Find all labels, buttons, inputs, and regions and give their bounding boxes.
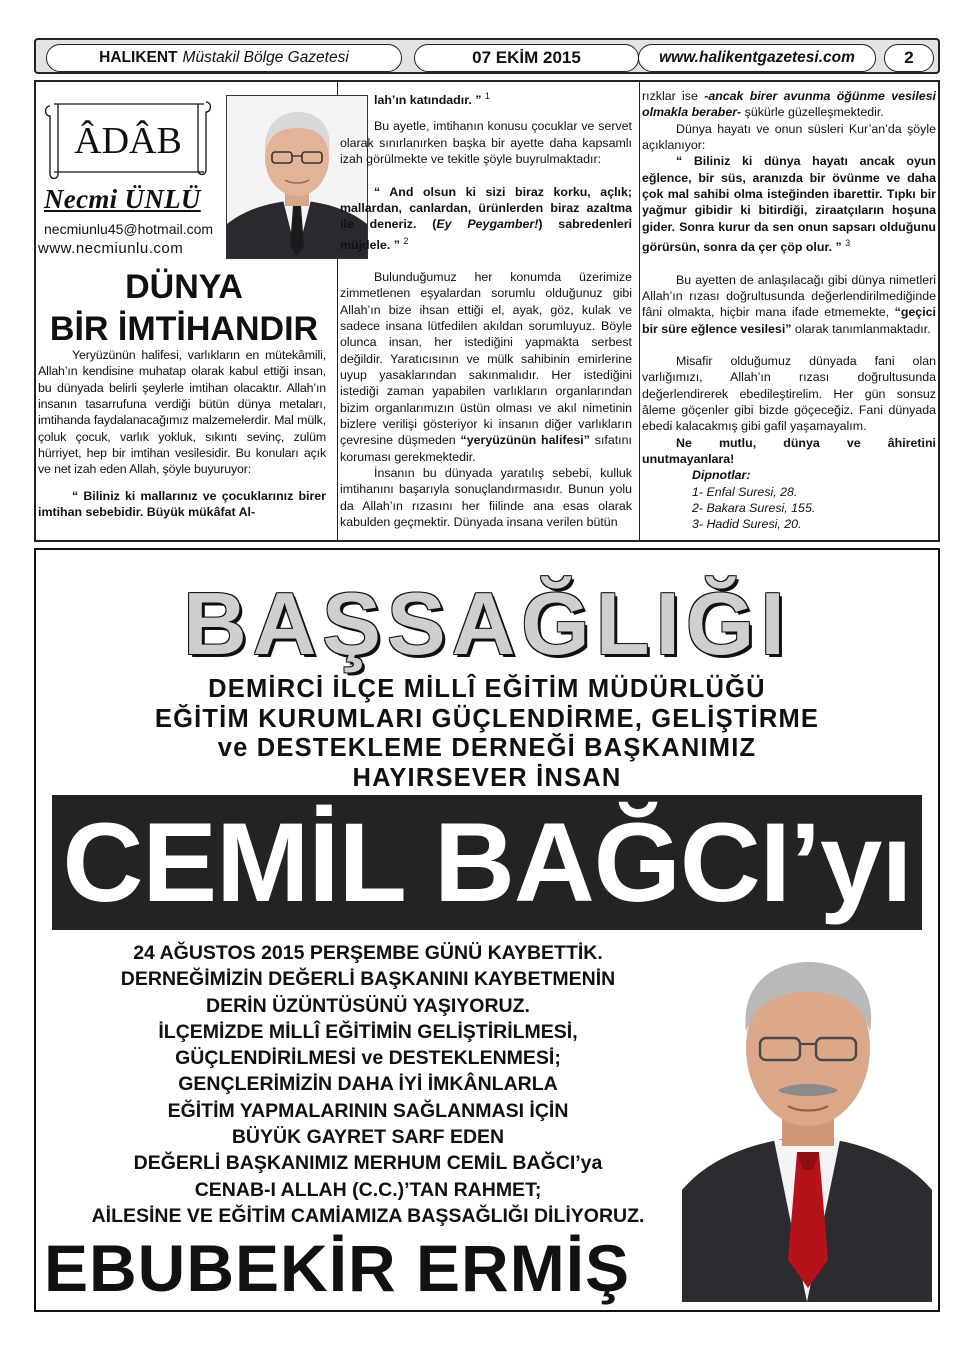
article-closing: Ne mutlu, dünya ve âhiretini unutmayanlara!: [642, 435, 936, 466]
quote-verse-1-end: [340, 88, 632, 108]
paragraph-text: olarak tanımlanmaktadır.: [794, 321, 931, 336]
author-last-name: ÜNLÜ: [124, 184, 201, 214]
message-line: DEĞERLİ BAŞKANIMIZ MERHUM CEMİL BAĞCI’ya: [133, 1152, 603, 1175]
column-divider: [639, 82, 640, 540]
quote-verse-1: “ Biliniz ki mallarınız ve çocuklarınız birer imtihan sebebidir. Büyük mükâfat Al-: [38, 488, 326, 520]
quote-text: ) sabredenleri müjdele. ”: [340, 217, 633, 252]
article-paragraph: İnsanın bu dünyada yaratılış sebebi, kulluk imtihanını başarıyla sonuçlandırmasıdır. Bunun yolu da Allah’ın rızasını her fiilinde ana esas olarak kabulden geçmektir. Dünyada insana verilen bütün: [340, 466, 632, 530]
headline-line-2: BİR İMTİHANDIR: [49, 310, 319, 348]
condolence-title: BAŞSAĞLIĞI: [183, 574, 791, 673]
org-line: ve DESTEKLEME DERNEĞİ BAŞKANIMIZ: [217, 734, 757, 762]
article-paragraph: Bu ayetle, imtihanın konusu çocuklar ve servet olarak sınırlanırken başka bir ayette daha kapsamlı izah görülmekte ve tekitle şöyle buyrulmaktadır:: [340, 119, 632, 167]
paper-website[interactable]: www.halikentgazetesi.com: [638, 44, 876, 72]
quote-verse-3: [642, 153, 936, 255]
message-line: İLÇEMİZDE MİLLÎ EĞİTİMİN GELİŞTİRİLMESİ,: [158, 1020, 578, 1043]
paragraph-text: Bu ayetten de anlaşılacağı gibi dünya nimetleri Allah’ın rızası doğrultusunda değerlendirilmediğinde fâni olmakta, hiçbir mana ifade etmemekte,: [642, 272, 936, 320]
quote-italic: Ey Peygamber!: [436, 217, 539, 232]
page-number: 2: [884, 44, 934, 72]
message-line: 24 AĞUSTOS 2015 PERŞEMBE GÜNÜ KAYBETTİK.: [133, 942, 603, 964]
logo-text: ÂDÂB: [74, 120, 182, 162]
quote-text: “ Biliniz ki dünya hayatı ancak oyun eğlence, bir süs, aranızda bir övünme ve daha çok mal sahibi olma isteğinden ibarettir. Tıpkı bir yağmur gibidir ki bitirdiği, ziraatçıların hoşuna gider. Sonra kurur da sen onun sapsarı olduğunu görürsün, sonra da çer çöp olur. ”: [642, 154, 936, 255]
message-line: EĞİTİM YAPMALARININ SAĞLANMASI İÇİN: [167, 1099, 569, 1122]
article-paragraph: [642, 272, 936, 337]
deceased-photo: [682, 940, 932, 1302]
article-column-3: [642, 88, 936, 533]
quote-text: “ And olsun ki sizi biraz korku, açlık; mallardan, canlardan, ürünlerden biraz azaltma ile deneriz. (: [340, 184, 632, 232]
deceased-name: CEMİL BAĞCI’yı: [62, 800, 912, 925]
footnote-ref: 3: [845, 238, 851, 249]
footnote-item: 1- Enfal Suresi, 28.: [692, 484, 798, 499]
author-website[interactable]: www.necmiunlu.com: [38, 240, 184, 257]
message-line: GÜÇLENDİRİLMESİ ve DESTEKLENMESİ;: [175, 1047, 561, 1070]
paragraph-bold: “yeryüzünün halifesi”: [460, 433, 590, 448]
article-paragraph: Yeryüzünün halifesi, varlıkların en mütekâmili, Allah’ın kendisine muhatap olarak kabul ettiği insan, bu dünyada belirli şeylerle imtihan olacaktır. Allah’ın insanın tasarrufuna verdiği bütün dünya metaları, imtihanda faydalanacağımız malzemelerdir. Mal mülk, çoluk çocuk, varlık yokluk, sıkıntı sevinç, zulüm hürriyet, hep bir imtihan vesilesidir. Bu konuları açık ve net izah eden Allah, şöyle buyuruyor:: [38, 348, 326, 477]
footnote-item: 3- Hadid Suresi, 20.: [692, 517, 802, 532]
footnote-item: 2- Bakara Suresi, 155.: [692, 501, 816, 516]
author-name: [44, 184, 222, 215]
paragraph-text: Bulunduğumuz her konumda üzerimize zimmetlenen eşyalardan sorumlu olduğunuz gibi Allah’ın bize ihsan ettiği el, ayak, göz, kulak ve sadece insana lütfedilen akıldan sorumluyuz. Böyle olunca insan, her istediğini yapmakta serbest değildir. Yaratıcısının ve mülk sahibinin emirlerine uyup yasaklarından sakınmalıdır. Her istediğini istediği zaman yapabilen varlıkların organlarından bizim organlarımızın üstün olması ve akıl nimetinin bizlere verilişi gösteriyor ki insanın diğer varlıkların çevresine düşmeden: [340, 270, 632, 448]
paragraph-text: sıfatını koruması gerekmektedir.: [340, 433, 632, 464]
message-line: DERİN ÜZÜNTÜSÜNÜ YAŞIYORUZ.: [206, 994, 530, 1017]
message-line: BÜYÜK GAYRET SARF EDEN: [231, 1126, 505, 1149]
headline-line-1: DÜNYA: [125, 268, 243, 306]
condolence-organization: [40, 675, 934, 793]
masthead-bar: [34, 38, 940, 74]
org-line: EĞİTİM KURUMLARI GÜÇLENDİRME, GELİŞTİRME: [154, 704, 820, 733]
paragraph-text: şükürle güzelleşmektedir.: [744, 105, 884, 120]
paper-tagline: Müstakil Bölge Gazetesi: [182, 49, 349, 66]
article-paragraph: Misafir olduğumuz dünyada fani olan varlığımızı, Allah’ın rızası doğrultusunda değerlendirerek ebedileştirelim. Her gün sonsuz âleme göçenler gibi bizde göçeceğiz. Fani dünyada ebedi kalacakmış gibi gafil yaşamayalım.: [642, 353, 936, 434]
org-line: DEMİRCİ İLÇE MİLLÎ EĞİTİM MÜDÜRLÜĞÜ: [208, 675, 766, 703]
org-line: HAYIRSEVER İNSAN: [352, 763, 622, 792]
footnotes: [642, 467, 936, 532]
message-line: AİLESİNE VE EĞİTİM CAMİAMIZA BAŞSAĞLIĞI DİLİYORUZ.: [91, 1204, 645, 1227]
message-line: DERNEĞİMİZİN DEĞERLİ BAŞKANINI KAYBETMENİN: [120, 968, 616, 991]
issue-date: 07 EKİM 2015: [414, 44, 639, 72]
footnotes-title: Dipnotlar:: [692, 468, 751, 483]
paragraph-bold-italic: -ancak birer avunma öğünme vesilesi olmakla beraber-: [642, 89, 936, 120]
footnote-ref: 2: [403, 235, 409, 246]
paragraph-text: rızklar ise: [642, 89, 698, 103]
paragraph-bold: “geçici bir süre eğlence vesilesi”: [642, 305, 936, 336]
paper-name: HALIKENT: [99, 49, 178, 66]
author-email[interactable]: necmiunlu45@hotmail.com: [44, 221, 214, 237]
article-paragraph: Dünya hayatı ve onun süsleri Kur’an’da şöyle açıklanıyor:: [642, 121, 936, 153]
article-column-2: [340, 88, 632, 531]
message-line: GENÇLERİMİZİN DAHA İYİ İMKÂNLARLA: [178, 1073, 558, 1096]
message-line: CENAB-I ALLAH (C.C.)’TAN RAHMET;: [194, 1178, 542, 1201]
signer-name: EBUBEKİR ERMİŞ: [44, 1231, 631, 1305]
quote-text: lah’ın katındadır. ”: [374, 93, 482, 108]
author-first-name: Necmi: [44, 184, 118, 214]
article-paragraph: [340, 269, 632, 465]
paper-name-pill: [46, 44, 402, 72]
article-paragraph: [642, 88, 936, 121]
condolence-message: [36, 940, 700, 1229]
article-headline: [38, 266, 330, 350]
article-column-1: [38, 347, 326, 520]
quote-verse-2: [340, 184, 632, 254]
adab-scroll-logo: [44, 96, 212, 182]
footnote-ref: 1: [484, 91, 490, 101]
